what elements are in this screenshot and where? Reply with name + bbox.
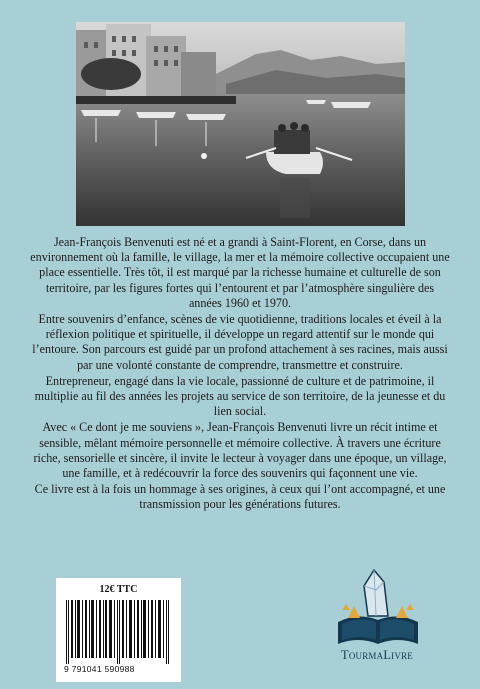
publisher-name: TourmaLivre — [341, 648, 413, 662]
harbor-photo — [76, 22, 405, 226]
blurb-paragraph: Entre souvenirs d’enfance, scènes de vie quotidienne, traditions locales et éveil à la réflexion politique et spirituelle, il développe un regard attentif sur le monde qui l’entoure. Son parcours est guidé par un profond attachement à ses racines, mais aussi par une volonté constante de comprendre, transmettre et construire. — [32, 312, 448, 372]
blurb-paragraph: Ce livre est à la fois un hommage à ses origines, à ceux qui l’ont accompagné, et une transmission pour les générations futures. — [34, 482, 446, 512]
price-barcode-box — [56, 578, 181, 682]
back-cover-blurb — [28, 235, 452, 514]
blurb-paragraph: Jean-François Benvenuti est né et a grandi à Saint-Florent, en Corse, dans un environnement où la famille, le village, la mer et la mémoire collective occupaient une place essentielle. Très tôt, il est marqué par la richesse humaine et culturelle de son territoire, par les figures fortes qui l’entourent et par l’atmosphère singulière des années 1960 et 1970. — [30, 235, 450, 310]
harbor-photo-drawing — [76, 22, 405, 226]
isbn-number: 9 791041 590988 — [64, 664, 135, 674]
price-label: 12€ TTC — [99, 584, 138, 595]
barcode-icon — [64, 600, 174, 664]
blurb-paragraph: Entrepreneur, engagé dans la vie locale, passionné de culture et de patrimoine, il multiplie au fil des années les projets au service de son territoire, de la jeunesse et du lien social. — [34, 373, 446, 419]
blurb-paragraph: Avec « Ce dont je me souviens », Jean-François Benvenuti livre un récit intime et sensible, mêlant mémoire personnelle et mémoire collective. À travers une écriture riche, sensorielle et sincère, il invite le lecteur à voyager dans une époque, un village, une famille, et à redécouvrir la force des souvenirs qui façonnent une vie. — [33, 420, 447, 481]
